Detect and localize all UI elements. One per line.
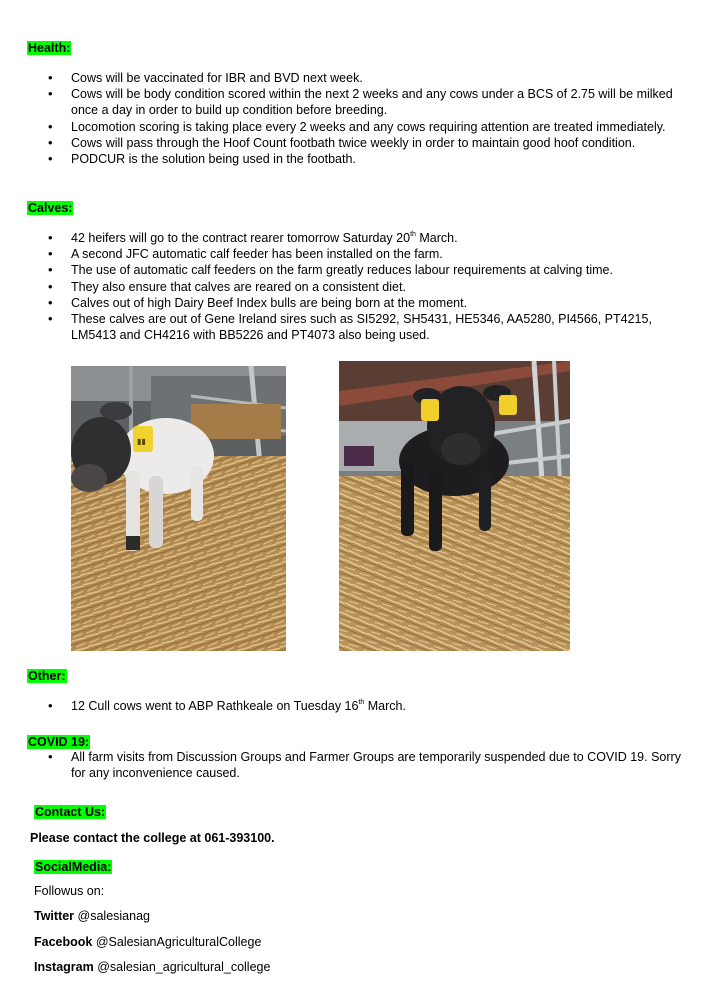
list-item: • Calves out of high Dairy Beef Index bulls are being born at the moment. <box>48 295 698 311</box>
calves-heading: Calves: <box>28 201 73 215</box>
health-heading: Health: <box>28 41 71 55</box>
list-item: • Locomotion scoring is taking place every 2 weeks and any cows requiring attention are treated immediately. <box>48 119 698 135</box>
facebook-label: Facebook <box>34 935 93 949</box>
calf-photo-left <box>71 366 286 651</box>
list-item: • All farm visits from Discussion Groups and Farmer Groups are temporarily suspended due to COVID 19. Sorry for any inconvenience caused. <box>48 749 681 781</box>
contact-text: Please contact the college at 061-393100. <box>30 831 275 845</box>
list-item: • The use of automatic calf feeders on the farm greatly reduces labour requirements at calving time. <box>48 262 698 278</box>
health-list <box>48 70 698 167</box>
instagram-line <box>34 960 270 974</box>
list-item: • Cows will pass through the Hoof Count footbath twice weekly in order to maintain good hoof condition. <box>48 135 698 151</box>
facebook-line <box>34 935 261 949</box>
instagram-handle[interactable]: @salesian_agricultural_college <box>97 960 271 974</box>
svg-text:▮▮: ▮▮ <box>137 437 146 446</box>
list-item: • PODCUR is the solution being used in the footbath. <box>48 151 698 167</box>
social-heading: SocialMedia: <box>35 860 112 874</box>
instagram-label: Instagram <box>34 960 94 974</box>
list-item: • Cows will be vaccinated for IBR and BVD next week. <box>48 70 698 86</box>
list-item: • They also ensure that calves are reared on a consistent diet. <box>48 279 698 295</box>
list-item: • These calves are out of Gene Ireland sires such as SI5292, SH5431, HE5346, AA5280, PI4566, PT4215, LM5413 and CH4216 with BB5226 and PT4073 also being used. <box>48 311 671 343</box>
other-heading: Other: <box>28 669 66 683</box>
follow-text: Followus on: <box>34 884 105 898</box>
twitter-handle[interactable]: @salesianag <box>77 909 150 923</box>
twitter-label: Twitter <box>34 909 75 923</box>
calves-list <box>48 230 698 343</box>
covid-heading: COVID 19: <box>28 735 90 749</box>
twitter-line <box>34 909 150 923</box>
other-list <box>48 698 698 714</box>
list-item: • A second JFC automatic calf feeder has been installed on the farm. <box>48 246 698 262</box>
calf-photo-right <box>339 361 570 651</box>
list-item: • 42 heifers will go to the contract rearer tomorrow Saturday 20th March. <box>48 230 698 246</box>
contact-heading: Contact Us: <box>35 805 106 819</box>
facebook-handle[interactable]: @SalesianAgriculturalCollege <box>95 935 262 949</box>
covid-list <box>48 749 698 781</box>
list-item: • 12 Cull cows went to ABP Rathkeale on Tuesday 16th March. <box>48 698 698 714</box>
list-item: • Cows will be body condition scored within the next 2 weeks and any cows under a BCS of 2.75 will be milked once a day in order to build up condition before breeding. <box>48 86 698 118</box>
